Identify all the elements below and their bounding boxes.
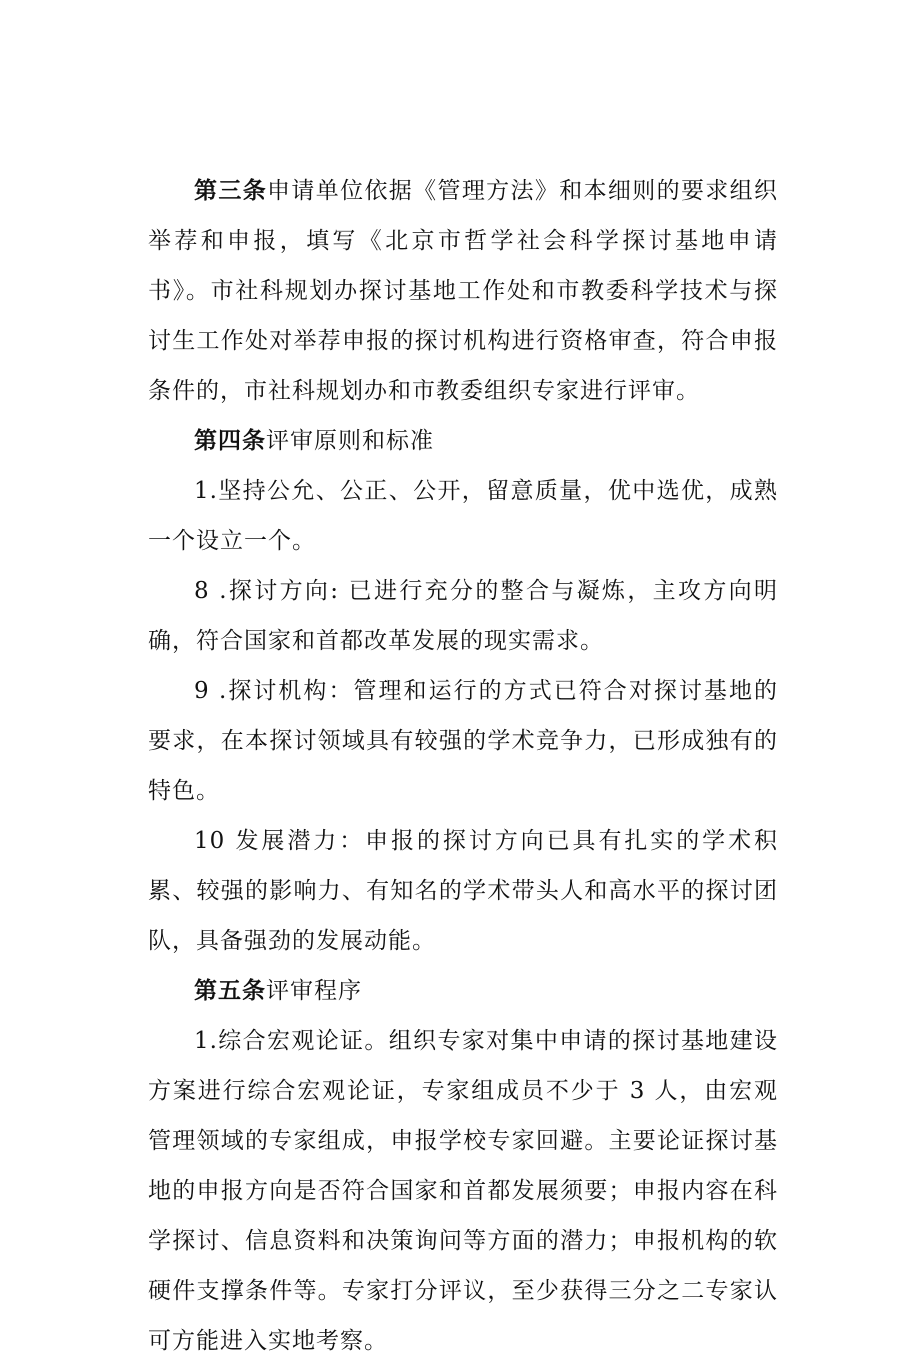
- article-3-lead: 第三条: [194, 177, 268, 204]
- item-9-text: 9 .探讨机构：管理和运行的方式已符合对探讨基地的要求，在本探讨领域具有较强的学术竞争力，已形成独有的特色。: [148, 678, 778, 804]
- article-4-item-1: [148, 466, 778, 566]
- item-10-text: 10 发展潜力：申报的探讨方向已具有扎实的学术积累、较强的影响力、有知名的学术带头人和高水平的探讨团队，具备强劲的发展动能。: [148, 828, 778, 954]
- article-4-item-10: [148, 816, 778, 966]
- article-5-item-1: [148, 1016, 778, 1366]
- article-4-text: 评审原则和标准: [266, 428, 434, 454]
- article-4-item-9: [148, 666, 778, 816]
- article-5-text: 评审程序: [266, 978, 362, 1004]
- article-5-lead: 第五条: [194, 977, 266, 1004]
- article-4-heading: [148, 416, 778, 466]
- item-8-text: 8 .探讨方向: 已进行充分的整合与凝炼，主攻方向明确，符合国家和首都改革发展的现实需求。: [148, 578, 778, 654]
- article-3-text: 申请单位依据《管理方法》和本细则的要求组织举荐和申报，填写《北京市哲学社会科学探讨基地申请书》。市社科规划办探讨基地工作处和市教委科学技术与探讨生工作处对举荐申报的探讨机构进行资格审查，符合申报条件的，市社科规划办和市教委组织专家进行评审。: [148, 178, 779, 404]
- item-1-text: 1.坚持公允、公正、公开，留意质量，优中选优，成熟一个设立一个。: [148, 478, 778, 554]
- article-4-lead: 第四条: [194, 427, 266, 454]
- article-3-paragraph: [148, 166, 778, 416]
- article-4-item-8: [148, 566, 778, 666]
- document-body: [148, 166, 778, 1366]
- item-5-1-text: 1.综合宏观论证。组织专家对集中申请的探讨基地建设方案进行综合宏观论证，专家组成员不少于 3 人，由宏观管理领域的专家组成，申报学校专家回避。主要论证探讨基地的申报方向是否符合国家和首都发展须要；申报内容在科学探讨、信息资料和决策询问等方面的潜力；申报机构的软硬件支撑条件等。专家打分评议，至少获得三分之二专家认可方能进入实地考察。: [148, 1028, 778, 1354]
- article-5-heading: [148, 966, 778, 1016]
